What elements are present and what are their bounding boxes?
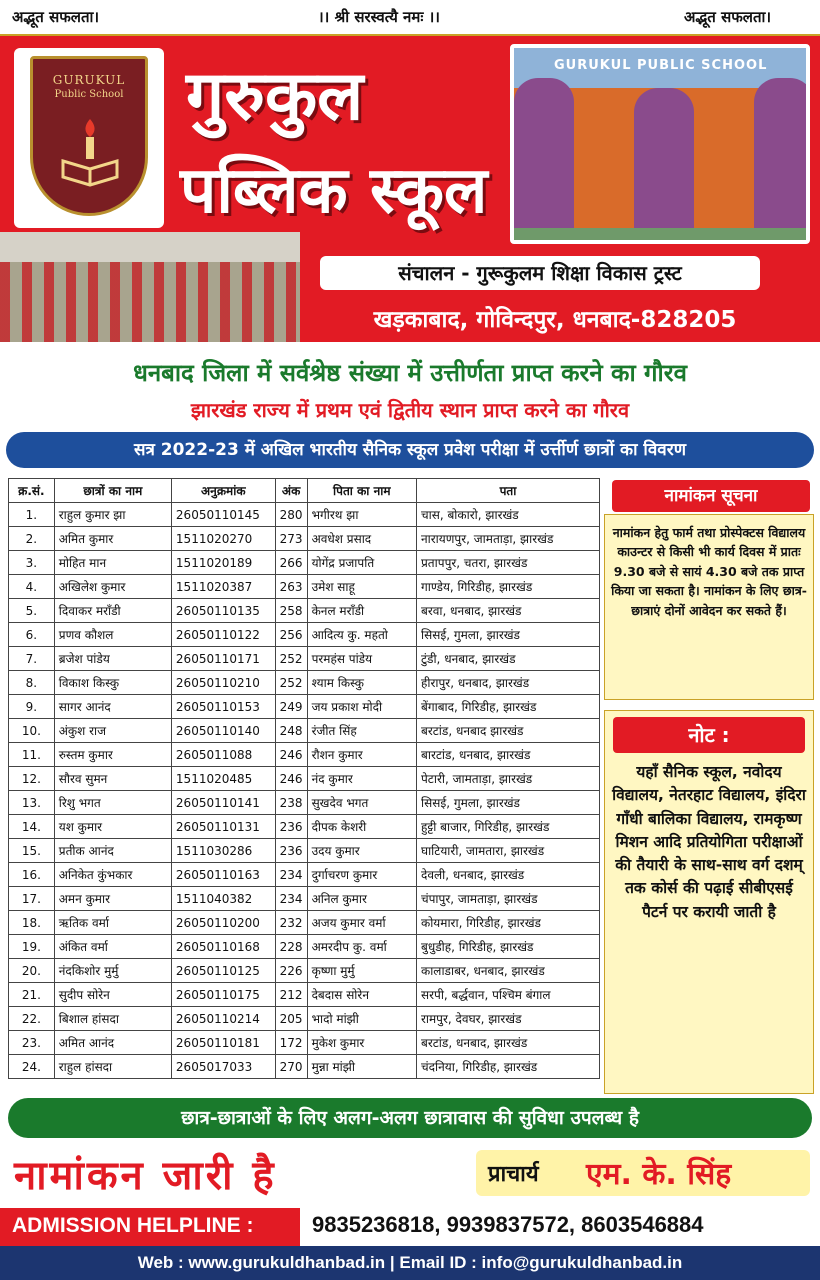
cell-roll-number: 26050110131: [171, 815, 275, 839]
cell-address: घाटियारी, जामतारा, झारखंड: [416, 839, 599, 863]
cell-serial: 15.: [9, 839, 55, 863]
table-row: [9, 1055, 600, 1079]
cell-serial: 16.: [9, 863, 55, 887]
cell-father-name: अनिल कुमार: [307, 887, 416, 911]
cell-serial: 24.: [9, 1055, 55, 1079]
table-row: [9, 959, 600, 983]
helpline-numbers: 9835236818, 9939837572, 8603546884: [312, 1212, 704, 1237]
table-header-row: [9, 479, 600, 503]
cell-student-name: सागर आनंद: [54, 695, 171, 719]
cell-roll-number: 26050110181: [171, 1031, 275, 1055]
cell-roll-number: 1511040382: [171, 887, 275, 911]
cell-student-name: रिशु भगत: [54, 791, 171, 815]
cell-roll-number: 2605011088: [171, 743, 275, 767]
cell-father-name: दुर्गाचरण कुमार: [307, 863, 416, 887]
cell-serial: 12.: [9, 767, 55, 791]
torch-book-icon: [55, 111, 125, 191]
cell-serial: 11.: [9, 743, 55, 767]
cell-roll-number: 26050110171: [171, 647, 275, 671]
cell-marks: 263: [275, 575, 307, 599]
table-row: [9, 599, 600, 623]
cell-serial: 4.: [9, 575, 55, 599]
cell-serial: 21.: [9, 983, 55, 1007]
school-logo: [14, 48, 164, 228]
logo-text-gurukul: GURUKUL: [52, 73, 126, 87]
cell-address: चंपापुर, जामताड़ा, झारखंड: [416, 887, 599, 911]
table-row: [9, 911, 600, 935]
cell-roll-number: 26050110140: [171, 719, 275, 743]
cell-father-name: मुन्ना मांझी: [307, 1055, 416, 1079]
cell-father-name: दीपक केशरी: [307, 815, 416, 839]
cell-student-name: अनिकेत कुंभकार: [54, 863, 171, 887]
cell-marks: 212: [275, 983, 307, 1007]
cell-address: चंदनिया, गिरिडीह, झारखंड: [416, 1055, 599, 1079]
title-line-1: गुरुकुल: [186, 57, 364, 136]
cell-father-name: भादो मांझी: [307, 1007, 416, 1031]
cell-marks: 234: [275, 887, 307, 911]
sanchalan-trust: संचालन - गुरूकुलम शिक्षा विकास ट्रस्ट: [320, 256, 760, 290]
cell-address: कोयमारा, गिरिडीह, झारखंड: [416, 911, 599, 935]
school-building-photo: [510, 44, 810, 244]
top-center-text: ।। श्री सरस्वत्यै नमः ।।: [318, 8, 440, 26]
cell-marks: 236: [275, 815, 307, 839]
cell-marks: 270: [275, 1055, 307, 1079]
cell-roll-number: 1511020270: [171, 527, 275, 551]
admission-open-text: नामांकन जारी है: [14, 1153, 277, 1199]
principal-name: एम. के. सिंह: [586, 1157, 732, 1192]
table-row: [9, 527, 600, 551]
cell-roll-number: 26050110153: [171, 695, 275, 719]
cell-student-name: सौरव सुमन: [54, 767, 171, 791]
results-table: [8, 478, 600, 1079]
pride-heading-state: झारखंड राज्य में प्रथम एवं द्वितीय स्थान प्राप्त करने का गौरव: [190, 398, 630, 422]
cell-roll-number: 1511020485: [171, 767, 275, 791]
cell-serial: 20.: [9, 959, 55, 983]
cell-student-name: अमन कुमार: [54, 887, 171, 911]
cell-student-name: बिशाल हांसदा: [54, 1007, 171, 1031]
helpline-bar: [0, 1208, 820, 1246]
cell-marks: 246: [275, 767, 307, 791]
top-right-text: अद्भूत सफलता।: [684, 8, 772, 26]
cell-address: पेटारी, जामताड़ा, झारखंड: [416, 767, 599, 791]
cell-student-name: ब्रजेश पांडेय: [54, 647, 171, 671]
cell-marks: 248: [275, 719, 307, 743]
cell-roll-number: 26050110210: [171, 671, 275, 695]
table-row: [9, 647, 600, 671]
cell-marks: 232: [275, 911, 307, 935]
cell-serial: 23.: [9, 1031, 55, 1055]
cell-address: रामपुर, देवघर, झारखंड: [416, 1007, 599, 1031]
cell-address: हीरापुर, धनबाद, झारखंड: [416, 671, 599, 695]
cell-roll-number: 26050110122: [171, 623, 275, 647]
table-row: [9, 1007, 600, 1031]
cell-roll-number: 26050110214: [171, 1007, 275, 1031]
table-row: [9, 935, 600, 959]
cell-serial: 7.: [9, 647, 55, 671]
col-marks: अंक: [275, 479, 307, 503]
cell-father-name: योगेंद्र प्रजापति: [307, 551, 416, 575]
note-text: यहाँ सैनिक स्कूल, नवोदय विद्यालय, नेतरहाट विद्यालय, इंदिरा गाँधी बालिका विद्यालय, रामकृष्ण मिशन आदि प्रतियोगिता परीक्षाओं की तैयारी के साथ-साथ वर्ग दशम् तक कोर्स की पढ़ाई सीबीएसई पैटर्न पर करायी जाती है: [612, 763, 806, 921]
admission-notice-text: नामांकन हेतु फार्म तथा प्रोस्पेक्टस विद्यालय काउन्टर से किसी भी कार्य दिवस में प्रातः 9.30 बजे से सायं 4.30 बजे तक प्राप्त किया जा सकता है। नामांकन के लिए छात्र-छात्राएं दोनों आवेदन कर सकते हैं।: [604, 514, 814, 700]
cell-serial: 2.: [9, 527, 55, 551]
cell-marks: 234: [275, 863, 307, 887]
cell-marks: 238: [275, 791, 307, 815]
cell-father-name: भगीरथ झा: [307, 503, 416, 527]
cell-father-name: उमेश साहू: [307, 575, 416, 599]
cell-student-name: मोहित मान: [54, 551, 171, 575]
table-row: [9, 887, 600, 911]
cell-serial: 19.: [9, 935, 55, 959]
col-father-name: पिता का नाम: [307, 479, 416, 503]
cell-student-name: यश कुमार: [54, 815, 171, 839]
cell-serial: 18.: [9, 911, 55, 935]
cell-student-name: अंकित वर्मा: [54, 935, 171, 959]
cell-address: टुंडी, धनबाद, झारखंड: [416, 647, 599, 671]
table-row: [9, 503, 600, 527]
cell-marks: 256: [275, 623, 307, 647]
cell-roll-number: 1511020387: [171, 575, 275, 599]
cell-serial: 5.: [9, 599, 55, 623]
table-row: [9, 863, 600, 887]
top-strip: [0, 0, 820, 36]
students-assembly-photo: [0, 232, 300, 342]
cell-marks: 246: [275, 743, 307, 767]
cell-roll-number: 1511020189: [171, 551, 275, 575]
logo-shield: [30, 56, 148, 216]
cell-marks: 226: [275, 959, 307, 983]
cell-marks: 252: [275, 671, 307, 695]
logo-text-public-school: Public School: [54, 89, 124, 100]
cell-student-name: अखिलेश कुमार: [54, 575, 171, 599]
cell-father-name: अजय कुमार वर्मा: [307, 911, 416, 935]
cell-serial: 10.: [9, 719, 55, 743]
note-heading: नोट :: [613, 717, 805, 753]
cell-father-name: केनल मराँडी: [307, 599, 416, 623]
col-address: पता: [416, 479, 599, 503]
table-row: [9, 767, 600, 791]
cell-marks: 172: [275, 1031, 307, 1055]
table-row: [9, 815, 600, 839]
cell-address: देवली, धनबाद, झारखंड: [416, 863, 599, 887]
school-address: खड़काबाद, गोविन्दपुर, धनबाद-828205: [373, 307, 737, 333]
table-row: [9, 671, 600, 695]
cell-roll-number: 26050110168: [171, 935, 275, 959]
cell-marks: 236: [275, 839, 307, 863]
cell-roll-number: 26050110125: [171, 959, 275, 983]
cell-address: बरटांड, धनबाद, झारखंड: [416, 1031, 599, 1055]
table-row: [9, 695, 600, 719]
table-row: [9, 623, 600, 647]
cell-father-name: श्याम किस्कु: [307, 671, 416, 695]
cell-address: प्रतापपुर, चतरा, झारखंड: [416, 551, 599, 575]
table-row: [9, 983, 600, 1007]
cell-father-name: मुकेश कुमार: [307, 1031, 416, 1055]
principal-box: [476, 1150, 810, 1196]
cell-roll-number: 26050110200: [171, 911, 275, 935]
admission-notice-heading: नामांकन सूचना: [612, 480, 810, 512]
cell-roll-number: 26050110175: [171, 983, 275, 1007]
cell-father-name: उदय कुमार: [307, 839, 416, 863]
cell-father-name: अमरदीप कु. वर्मा: [307, 935, 416, 959]
cell-address: बरवा, धनबाद, झारखंड: [416, 599, 599, 623]
cell-serial: 3.: [9, 551, 55, 575]
cell-serial: 6.: [9, 623, 55, 647]
table-row: [9, 743, 600, 767]
cell-roll-number: 26050110135: [171, 599, 275, 623]
cell-student-name: ऋतिक वर्मा: [54, 911, 171, 935]
cell-address: नारायणपुर, जामताड़ा, झारखंड: [416, 527, 599, 551]
cell-student-name: प्रणव कौशल: [54, 623, 171, 647]
cell-father-name: आदित्य कु. महतो: [307, 623, 416, 647]
cell-student-name: राहुल हांसदा: [54, 1055, 171, 1079]
header-banner: [0, 36, 820, 342]
cell-serial: 14.: [9, 815, 55, 839]
col-student-name: छात्रों का नाम: [54, 479, 171, 503]
note-box: [604, 710, 814, 1094]
cell-serial: 22.: [9, 1007, 55, 1031]
cell-student-name: राहुल कुमार झा: [54, 503, 171, 527]
col-serial: क्र.सं.: [9, 479, 55, 503]
top-left-text: अद्भूत सफलता।: [12, 8, 100, 26]
building-sign: GURUKUL PUBLIC SCHOOL: [554, 58, 768, 73]
cell-student-name: रुस्तम कुमार: [54, 743, 171, 767]
cell-marks: 249: [275, 695, 307, 719]
cell-marks: 205: [275, 1007, 307, 1031]
cell-student-name: अमित आनंद: [54, 1031, 171, 1055]
cell-serial: 8.: [9, 671, 55, 695]
cell-marks: 252: [275, 647, 307, 671]
table-row: [9, 791, 600, 815]
cell-father-name: कृष्णा मुर्मु: [307, 959, 416, 983]
cell-student-name: अंकुश राज: [54, 719, 171, 743]
cell-roll-number: 26050110163: [171, 863, 275, 887]
cell-roll-number: 26050110145: [171, 503, 275, 527]
pride-heading-district: धनबाद जिला में सर्वश्रेष्ठ संख्या में उत्तीर्णता प्राप्त करने का गौरव: [133, 359, 687, 387]
cell-serial: 17.: [9, 887, 55, 911]
cell-father-name: देबदास सोरेन: [307, 983, 416, 1007]
cell-student-name: विकाश किस्कु: [54, 671, 171, 695]
cell-serial: 13.: [9, 791, 55, 815]
cell-father-name: सुखदेव भगत: [307, 791, 416, 815]
title-line-2: पब्लिक स्कूल: [180, 154, 488, 228]
table-row: [9, 1031, 600, 1055]
cell-father-name: नंद कुमार: [307, 767, 416, 791]
cell-address: हुट्टी बाजार, गिरिडीह, झारखंड: [416, 815, 599, 839]
cell-address: बुधुडीह, गिरिडीह, झारखंड: [416, 935, 599, 959]
cell-father-name: परमहंस पांडेय: [307, 647, 416, 671]
cell-student-name: प्रतीक आनंद: [54, 839, 171, 863]
cell-address: सिसई, गुमला, झारखंड: [416, 791, 599, 815]
cell-address: गाण्डेय, गिरिडीह, झारखंड: [416, 575, 599, 599]
cell-marks: 273: [275, 527, 307, 551]
col-roll-number: अनुक्रमांक: [171, 479, 275, 503]
cell-address: बरटांड, धनबाद झारखंड: [416, 719, 599, 743]
cell-father-name: जय प्रकाश मोदी: [307, 695, 416, 719]
cell-address: सिसई, गुमला, झारखंड: [416, 623, 599, 647]
cell-address: चास, बोकारो, झारखंड: [416, 503, 599, 527]
table-row: [9, 551, 600, 575]
cell-roll-number: 1511030286: [171, 839, 275, 863]
cell-father-name: रंजीत सिंह: [307, 719, 416, 743]
cell-student-name: नंदकिशोर मुर्मु: [54, 959, 171, 983]
cell-marks: 228: [275, 935, 307, 959]
cell-marks: 258: [275, 599, 307, 623]
principal-label: प्राचार्य: [488, 1162, 539, 1187]
cell-father-name: अवधेश प्रसाद: [307, 527, 416, 551]
cell-address: बारटांड, धनबाद, झारखंड: [416, 743, 599, 767]
cell-address: बेंगाबाद, गिरिडीह, झारखंड: [416, 695, 599, 719]
cell-student-name: दिवाकर मराँडी: [54, 599, 171, 623]
table-row: [9, 839, 600, 863]
cell-serial: 9.: [9, 695, 55, 719]
table-row: [9, 575, 600, 599]
cell-address: सरपी, बर्द्धवान, पश्चिम बंगाल: [416, 983, 599, 1007]
cell-serial: 1.: [9, 503, 55, 527]
cell-marks: 266: [275, 551, 307, 575]
cell-marks: 280: [275, 503, 307, 527]
cell-student-name: अमित कुमार: [54, 527, 171, 551]
helpline-numbers-box: [300, 1208, 820, 1246]
session-results-heading: सत्र 2022-23 में अखिल भारतीय सैनिक स्कूल प्रवेश परीक्षा में उर्त्तीर्ण छात्रों का विवरण: [6, 432, 814, 468]
cell-student-name: सुदीप सोरेन: [54, 983, 171, 1007]
cell-father-name: रौशन कुमार: [307, 743, 416, 767]
helpline-label: ADMISSION HELPLINE :: [12, 1214, 254, 1237]
hostel-facility-banner: छात्र-छात्राओं के लिए अलग-अलग छात्रावास की सुविधा उपलब्ध है: [8, 1098, 812, 1138]
cell-address: कालाडाबर, धनबाद, झारखंड: [416, 959, 599, 983]
cell-roll-number: 26050110141: [171, 791, 275, 815]
cell-roll-number: 2605017033: [171, 1055, 275, 1079]
web-email-bar: Web : www.gurukuldhanbad.in | Email ID : info@gurukuldhanbad.in: [0, 1246, 820, 1280]
table-row: [9, 719, 600, 743]
